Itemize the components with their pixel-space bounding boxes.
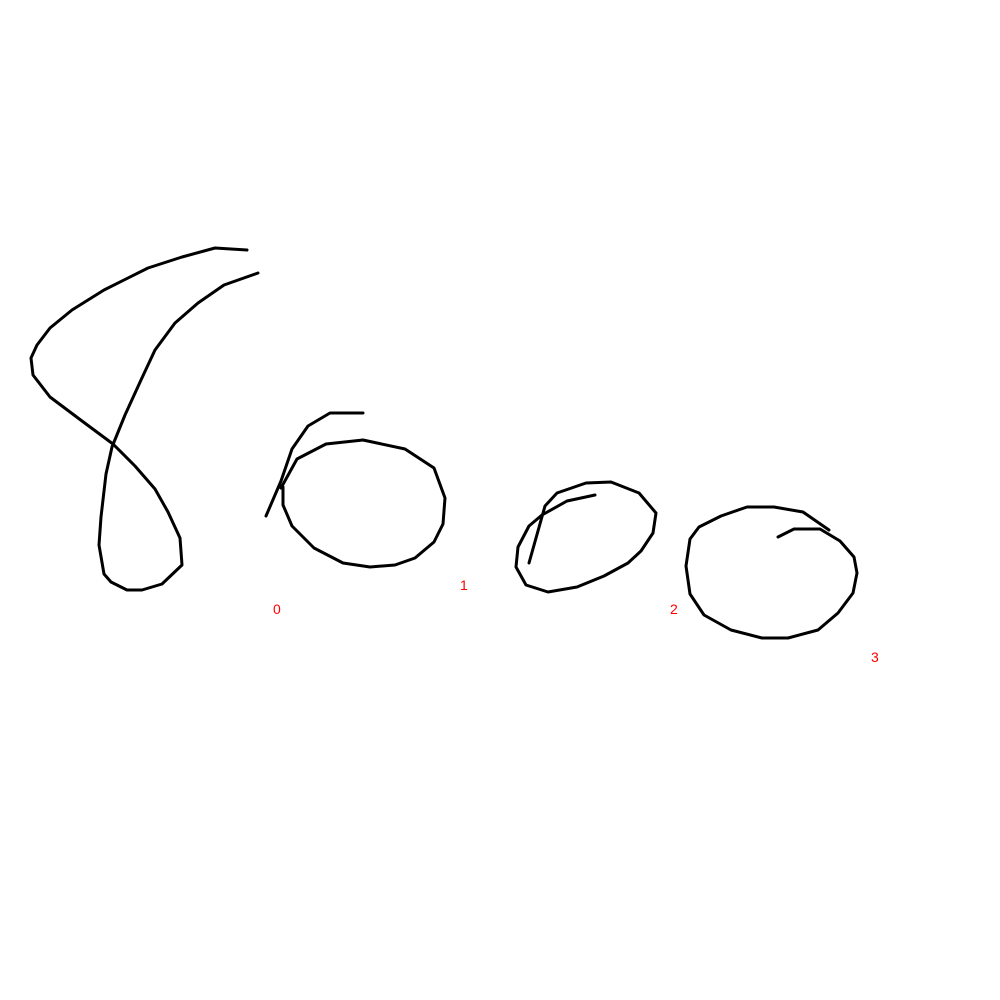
stroke-label-2: 2 <box>670 601 678 617</box>
stroke-0 <box>31 248 258 590</box>
stroke-3 <box>686 507 857 638</box>
stroke-2 <box>516 482 656 592</box>
stroke-1 <box>266 413 445 567</box>
stroke-label-1: 1 <box>460 577 468 593</box>
stroke-label-3: 3 <box>871 649 879 665</box>
stroke-label-0: 0 <box>273 601 281 617</box>
